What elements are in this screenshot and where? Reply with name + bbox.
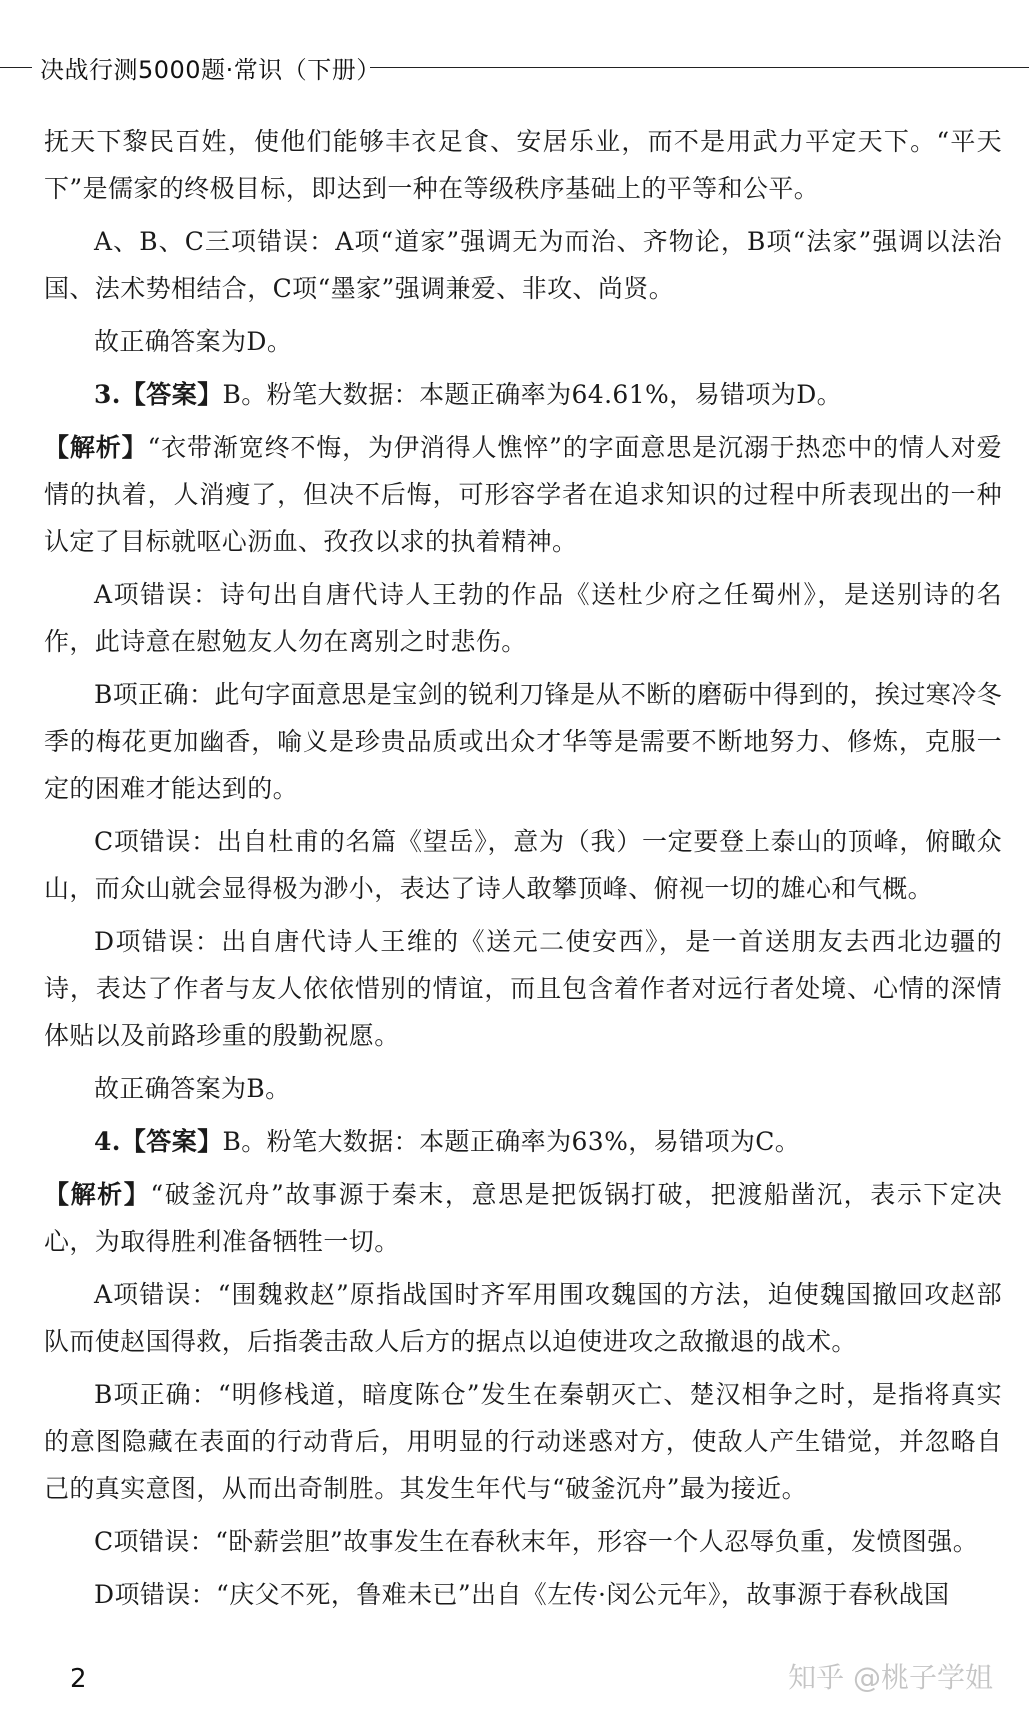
header-rule-right [370,67,1029,68]
para-text: D项错误：“庆父不死，鲁难未已”出自《左传·闵公元年》，故事源于春秋战国 [94,1580,950,1609]
para-text: C项错误：“卧薪尝胆”故事发生在春秋末年，形容一个人忍辱负重，发愤图强。 [94,1527,979,1556]
analysis-paragraph [44,424,1002,565]
analysis-paragraph [44,1171,1002,1265]
paragraph [44,1271,1002,1365]
para-text: D项错误：出自唐代诗人王维的《送元二使安西》，是一首送朋友去西北边疆的诗，表达了作者与友人依依惜别的情谊，而且包含着作者对远行者处境、心情的深情体贴以及前路珍重的殷勤祝愿。 [44,927,1002,1050]
para-text: “破釜沉舟”故事源于秦末，意思是把饭锅打破，把渡船凿沉，表示下定决心，为取得胜利准备牺牲一切。 [44,1180,1002,1256]
para-text: B。粉笔大数据：本题正确率为63%，易错项为C。 [222,1127,801,1156]
header-rule-left [0,67,32,68]
paragraph [44,118,1002,212]
running-header [0,48,1029,88]
paragraph [44,318,1002,365]
answer-tag: 4.【答案】 [94,1127,223,1156]
para-text: A项错误：诗句出自唐代诗人王勃的作品《送杜少府之任蜀州》，是送别诗的名作，此诗意在慰勉友人勿在离别之时悲伤。 [44,580,1002,656]
paragraph [44,1065,1002,1112]
para-text: A项错误：“围魏救赵”原指战国时齐军用围攻魏国的方法，迫使魏国撤回攻赵部队而使赵国得救，后指袭击敌人后方的据点以迫使进攻之敌撤退的战术。 [44,1280,1002,1356]
watermark: 知乎 @桃子学姐 [788,1661,993,1694]
page-body [44,118,1002,1624]
para-text: “衣带渐宽终不悔，为伊消得人憔悴”的字面意思是沉溺于热恋中的情人对爱情的执着，人消瘦了，但决不后悔，可形容学者在追求知识的过程中所表现出的一种认定了目标就呕心沥血、孜孜以求的执着精神。 [44,433,1002,556]
paragraph [44,918,1002,1059]
para-text: 故正确答案为D。 [94,327,293,356]
para-text: A、B、C三项错误：A项“道家”强调无为而治、齐物论，B项“法家”强调以法治国、法术势相结合，C项“墨家”强调兼爱、非攻、尚贤。 [44,227,1002,303]
para-text: 抚天下黎民百姓，使他们能够丰衣足食、安居乐业，而不是用武力平定天下。“平天下”是儒家的终极目标，即达到一种在等级秩序基础上的平等和公平。 [44,127,1002,203]
paragraph [44,1518,1002,1565]
paragraph [44,571,1002,665]
paragraph [44,671,1002,812]
analysis-tag: 【解析】 [44,1180,151,1209]
para-text: B。粉笔大数据：本题正确率为64.61%，易错项为D。 [222,380,843,409]
paragraph [44,818,1002,912]
paragraph [44,1371,1002,1512]
answer-line [44,1118,1002,1165]
para-text: C项错误：出自杜甫的名篇《望岳》，意为（我）一定要登上泰山的顶峰，俯瞰众山，而众山就会显得极为渺小，表达了诗人敢攀顶峰、俯视一切的雄心和气概。 [44,827,1002,903]
answer-line [44,371,1002,418]
para-text: 故正确答案为B。 [94,1074,291,1103]
book-title: 决战行测5000题·常识（下册） [40,56,381,84]
paragraph [44,1571,1002,1618]
paragraph [44,218,1002,312]
answer-tag: 3.【答案】 [94,380,223,409]
page-number: 2 [70,1664,87,1694]
para-text: B项正确：“明修栈道，暗度陈仓”发生在秦朝灭亡、楚汉相争之时，是指将真实的意图隐藏在表面的行动背后，用明显的行动迷惑对方，使敌人产生错觉，并忽略自己的真实意图，从而出奇制胜。其发生年代与“破釜沉舟”最为接近。 [44,1380,1002,1503]
analysis-tag: 【解析】 [44,433,148,462]
para-text: B项正确：此句字面意思是宝剑的锐利刀锋是从不断的磨砺中得到的，挨过寒冷冬季的梅花更加幽香，喻义是珍贵品质或出众才华等是需要不断地努力、修炼，克服一定的困难才能达到的。 [44,680,1002,803]
